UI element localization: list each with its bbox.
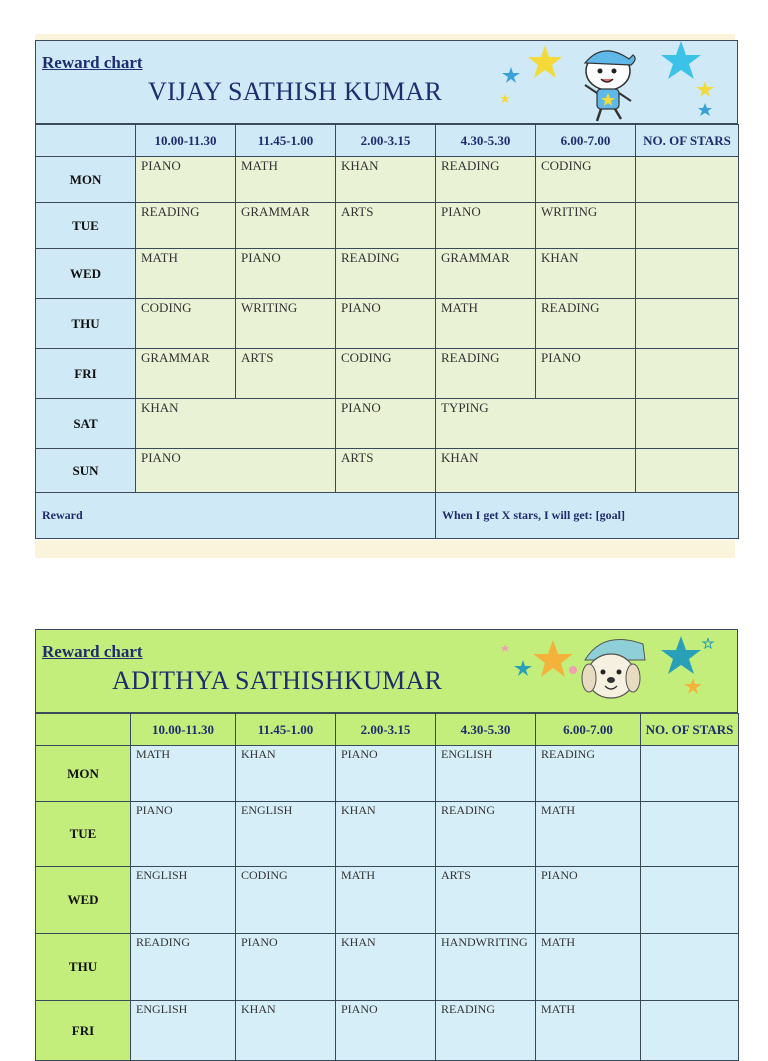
- activity-cell: TYPING: [436, 399, 636, 449]
- day-row: [36, 349, 739, 399]
- activity-cell: ARTS: [436, 867, 536, 934]
- star-icon: [698, 103, 712, 116]
- activity-cell: MATH: [536, 934, 641, 1001]
- activity-cell: READING: [436, 802, 536, 867]
- activity-cell: MATH: [236, 157, 336, 203]
- boy-icon: [585, 51, 635, 121]
- activity-cell: KHAN: [336, 934, 436, 1001]
- reward-goal[interactable]: When I get X stars, I will get: [goal]: [436, 493, 739, 539]
- activity-cell: ENGLISH: [131, 1001, 236, 1061]
- time-slot-header: 11.45-1.00: [236, 125, 336, 157]
- activity-cell: PIANO: [336, 399, 436, 449]
- reward-chart-vijay: [35, 40, 738, 539]
- activity-cell: ENGLISH: [131, 867, 236, 934]
- stars-column-header: NO. OF STARS: [636, 125, 739, 157]
- day-label: THU: [36, 934, 131, 1001]
- background-strip-bottom: [35, 540, 735, 558]
- activity-cell: READING: [536, 746, 641, 802]
- time-slot-header: 2.00-3.15: [336, 125, 436, 157]
- stars-count-cell[interactable]: [641, 802, 739, 867]
- activity-cell: READING: [436, 349, 536, 399]
- star-icon: [500, 93, 510, 103]
- stars-count-cell[interactable]: [641, 867, 739, 934]
- stars-count-cell[interactable]: [641, 746, 739, 802]
- activity-cell: MATH: [336, 867, 436, 934]
- activity-cell: CODING: [236, 867, 336, 934]
- time-slot-header: 6.00-7.00: [536, 125, 636, 157]
- corner-cell: [36, 125, 136, 157]
- activity-cell: PIANO: [136, 157, 236, 203]
- activity-cell: READING: [436, 157, 536, 203]
- activity-cell: PIANO: [131, 802, 236, 867]
- day-row: [36, 203, 739, 249]
- star-icon: [533, 640, 573, 677]
- star-icon: [501, 644, 509, 652]
- stars-count-cell[interactable]: [636, 249, 739, 299]
- activity-cell: KHAN: [336, 802, 436, 867]
- time-slot-header: 11.45-1.00: [236, 714, 336, 746]
- activity-cell: PIANO: [536, 867, 641, 934]
- reward-row: [36, 493, 739, 539]
- activity-cell: WRITING: [236, 299, 336, 349]
- day-label: WED: [36, 249, 136, 299]
- time-header-row: [36, 125, 739, 157]
- chart-title: Reward chart: [42, 53, 143, 72]
- dog-icon: [569, 640, 645, 698]
- day-row: [36, 249, 739, 299]
- day-row: [36, 867, 739, 934]
- day-row: [36, 802, 739, 867]
- time-slot-header: 10.00-11.30: [131, 714, 236, 746]
- star-icon: [661, 636, 701, 674]
- stars-count-cell[interactable]: [636, 299, 739, 349]
- day-label: TUE: [36, 203, 136, 249]
- day-label: THU: [36, 299, 136, 349]
- activity-cell: READING: [536, 299, 636, 349]
- activity-cell: READING: [131, 934, 236, 1001]
- stars-column-header: NO. OF STARS: [641, 714, 739, 746]
- activity-cell: KHAN: [236, 1001, 336, 1061]
- activity-cell: MATH: [136, 249, 236, 299]
- day-label: MON: [36, 157, 136, 203]
- schedule-table: [35, 124, 739, 539]
- activity-cell: PIANO: [236, 249, 336, 299]
- day-label: FRI: [36, 1001, 131, 1061]
- activity-cell: READING: [336, 249, 436, 299]
- day-row: [36, 1001, 739, 1061]
- activity-cell: PIANO: [536, 349, 636, 399]
- time-slot-header: 6.00-7.00: [536, 714, 641, 746]
- time-slot-header: 2.00-3.15: [336, 714, 436, 746]
- day-row: [36, 157, 739, 203]
- activity-cell: PIANO: [336, 299, 436, 349]
- activity-cell: KHAN: [336, 157, 436, 203]
- activity-cell: KHAN: [136, 399, 336, 449]
- child-name: ADITHYA SATHISHKUMAR: [112, 666, 443, 695]
- star-icon: [661, 41, 701, 79]
- activity-cell: CODING: [136, 299, 236, 349]
- activity-cell: HANDWRITING: [436, 934, 536, 1001]
- stars-boy-illustration: [493, 41, 733, 125]
- day-label: SAT: [36, 399, 136, 449]
- activity-cell: PIANO: [336, 1001, 436, 1061]
- activity-cell: ENGLISH: [436, 746, 536, 802]
- activity-cell: KHAN: [536, 249, 636, 299]
- activity-cell: KHAN: [236, 746, 336, 802]
- chart-header: [35, 629, 738, 713]
- stars-count-cell[interactable]: [641, 934, 739, 1001]
- star-icon: [696, 81, 714, 97]
- activity-cell: MATH: [536, 802, 641, 867]
- activity-cell: GRAMMAR: [236, 203, 336, 249]
- time-slot-header: 10.00-11.30: [136, 125, 236, 157]
- stars-count-cell[interactable]: [636, 399, 739, 449]
- time-slot-header: 4.30-5.30: [436, 125, 536, 157]
- day-row: [36, 746, 739, 802]
- schedule-table: [35, 713, 739, 1061]
- day-label: WED: [36, 867, 131, 934]
- activity-cell: ARTS: [236, 349, 336, 399]
- activity-cell: PIANO: [336, 746, 436, 802]
- activity-cell: MATH: [536, 1001, 641, 1061]
- activity-cell: ARTS: [336, 449, 436, 493]
- chart-title: Reward chart: [42, 642, 143, 661]
- stars-count-cell[interactable]: [636, 203, 739, 249]
- stars-count-cell[interactable]: [636, 349, 739, 399]
- activity-cell: GRAMMAR: [436, 249, 536, 299]
- stars-count-cell[interactable]: [641, 1001, 739, 1061]
- star-icon: [502, 67, 520, 83]
- chart-header: [35, 40, 738, 124]
- activity-cell: READING: [436, 1001, 536, 1061]
- day-label: FRI: [36, 349, 136, 399]
- stars-count-cell[interactable]: [636, 449, 739, 493]
- activity-cell: PIANO: [136, 449, 336, 493]
- corner-cell: [36, 714, 131, 746]
- day-label: SUN: [36, 449, 136, 493]
- day-row: [36, 934, 739, 1001]
- day-label: MON: [36, 746, 131, 802]
- star-icon: [684, 678, 702, 694]
- activity-cell: WRITING: [536, 203, 636, 249]
- activity-cell: READING: [136, 203, 236, 249]
- child-name: VIJAY SATHISH KUMAR: [148, 77, 443, 106]
- activity-cell: ENGLISH: [236, 802, 336, 867]
- stars-dog-illustration: [493, 630, 733, 714]
- activity-cell: ARTS: [336, 203, 436, 249]
- activity-cell: GRAMMAR: [136, 349, 236, 399]
- reward-chart-adithya: [35, 629, 738, 1061]
- time-slot-header: 4.30-5.30: [436, 714, 536, 746]
- activity-cell: PIANO: [436, 203, 536, 249]
- star-icon: [514, 660, 532, 676]
- day-label: TUE: [36, 802, 131, 867]
- day-row: [36, 299, 739, 349]
- stars-count-cell[interactable]: [636, 157, 739, 203]
- day-row: [36, 449, 739, 493]
- star-icon: [703, 638, 713, 648]
- activity-cell: MATH: [436, 299, 536, 349]
- activity-cell: CODING: [536, 157, 636, 203]
- day-row: [36, 399, 739, 449]
- reward-label: Reward: [36, 493, 436, 539]
- activity-cell: KHAN: [436, 449, 636, 493]
- star-icon: [528, 45, 562, 78]
- activity-cell: MATH: [131, 746, 236, 802]
- activity-cell: PIANO: [236, 934, 336, 1001]
- time-header-row: [36, 714, 739, 746]
- activity-cell: CODING: [336, 349, 436, 399]
